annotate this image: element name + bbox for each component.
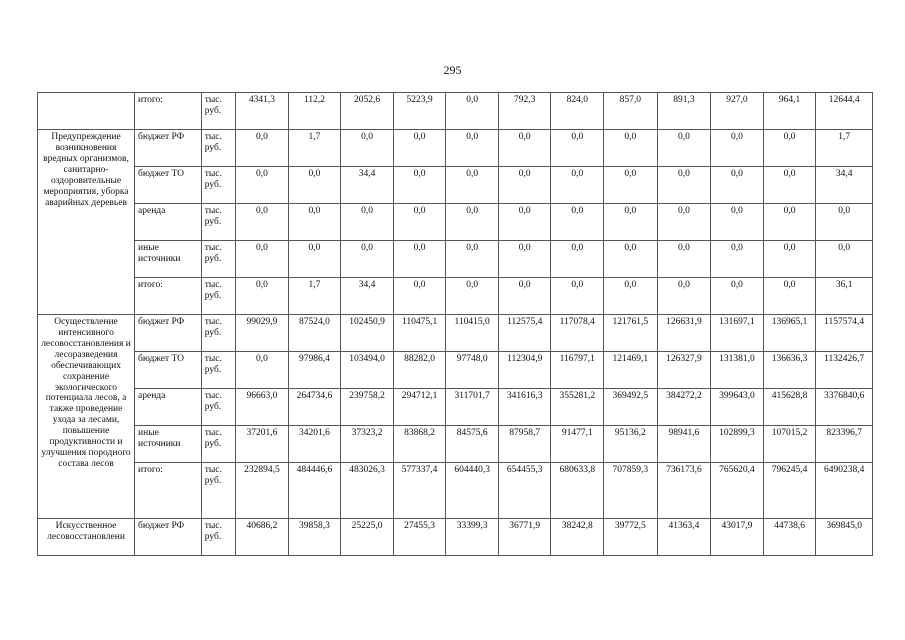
value-cell: 33399,3: [446, 519, 499, 556]
table-row: [38, 352, 873, 389]
value-cell: 34,4: [816, 167, 873, 204]
value-cell: 0,0: [816, 204, 873, 241]
value-cell: 0,0: [604, 278, 658, 315]
value-cell: 0,0: [498, 278, 551, 315]
page-number: 295: [443, 63, 462, 77]
funding-source-cell: иные источники: [135, 241, 202, 278]
value-cell: 311701,7: [446, 389, 499, 426]
value-cell: 0,0: [604, 167, 658, 204]
value-cell: 112304,9: [498, 352, 551, 389]
unit-cell: тыс. руб.: [201, 241, 235, 278]
value-cell: 95136,2: [604, 426, 658, 463]
value-cell: 87524,0: [288, 315, 341, 352]
value-cell: 27455,3: [393, 519, 446, 556]
value-cell: 126631,9: [657, 315, 711, 352]
value-cell: 0,0: [446, 130, 499, 167]
value-cell: 577337,4: [393, 463, 446, 519]
value-cell: 41363,4: [657, 519, 711, 556]
value-cell: 0,0: [288, 241, 341, 278]
value-cell: 116797,1: [551, 352, 604, 389]
value-cell: 0,0: [236, 130, 289, 167]
value-cell: 232894,5: [236, 463, 289, 519]
value-cell: 0,0: [341, 241, 394, 278]
funding-source-cell: итого:: [135, 278, 202, 315]
value-cell: 399643,0: [711, 389, 764, 426]
value-cell: 39858,3: [288, 519, 341, 556]
funding-source-cell: итого:: [135, 93, 202, 130]
value-cell: 0,0: [446, 93, 499, 130]
table-row: [38, 426, 873, 463]
value-cell: 0,0: [393, 278, 446, 315]
value-cell: 0,0: [288, 167, 341, 204]
value-cell: 0,0: [393, 130, 446, 167]
value-cell: 6490238,4: [816, 463, 873, 519]
funding-source-cell: бюджет РФ: [135, 315, 202, 352]
value-cell: 1,7: [288, 130, 341, 167]
value-cell: 483026,3: [341, 463, 394, 519]
value-cell: 1157574,4: [816, 315, 873, 352]
value-cell: 40686,2: [236, 519, 289, 556]
unit-cell: тыс. руб.: [201, 519, 235, 556]
value-cell: 98941,6: [657, 426, 711, 463]
table-row: [38, 463, 873, 519]
value-cell: 83868,2: [393, 426, 446, 463]
value-cell: 36771,9: [498, 519, 551, 556]
value-cell: 0,0: [393, 167, 446, 204]
value-cell: 87958,7: [498, 426, 551, 463]
value-cell: 0,0: [341, 130, 394, 167]
value-cell: 37323,2: [341, 426, 394, 463]
table-row: [38, 204, 873, 241]
funding-source-cell: бюджет ТО: [135, 167, 202, 204]
value-cell: 110415,0: [446, 315, 499, 352]
unit-cell: тыс. руб.: [201, 278, 235, 315]
value-cell: 792,3: [498, 93, 551, 130]
value-cell: 891,3: [657, 93, 711, 130]
value-cell: 2052,6: [341, 93, 394, 130]
unit-cell: тыс. руб.: [201, 93, 235, 130]
funding-source-cell: иные источники: [135, 426, 202, 463]
unit-cell: тыс. руб.: [201, 167, 235, 204]
table-row: [38, 241, 873, 278]
value-cell: 823396,7: [816, 426, 873, 463]
value-cell: 0,0: [763, 204, 816, 241]
unit-cell: тыс. руб.: [201, 352, 235, 389]
value-cell: 0,0: [498, 204, 551, 241]
value-cell: 857,0: [604, 93, 658, 130]
value-cell: 0,0: [498, 130, 551, 167]
value-cell: 117078,4: [551, 315, 604, 352]
value-cell: 0,0: [604, 130, 658, 167]
value-cell: 0,0: [763, 167, 816, 204]
value-cell: 0,0: [446, 278, 499, 315]
activity-cell: Осуществление интенсивного лесовосстановления и лесоразведения обеспечивающих сохранение экологического потенциала лесов, а также проведение ухода за лесами, повышение продуктивности и улучшения породного состава лесов: [38, 315, 135, 519]
value-cell: 0,0: [498, 241, 551, 278]
value-cell: 34201,6: [288, 426, 341, 463]
value-cell: 0,0: [236, 352, 289, 389]
value-cell: 126327,9: [657, 352, 711, 389]
value-cell: 369845,0: [816, 519, 873, 556]
value-cell: 107015,2: [763, 426, 816, 463]
value-cell: 0,0: [604, 241, 658, 278]
value-cell: 103494,0: [341, 352, 394, 389]
value-cell: 0,0: [711, 241, 764, 278]
value-cell: 0,0: [393, 241, 446, 278]
value-cell: 88282,0: [393, 352, 446, 389]
value-cell: 369492,5: [604, 389, 658, 426]
unit-cell: тыс. руб.: [201, 204, 235, 241]
value-cell: 0,0: [657, 167, 711, 204]
activity-cell: [38, 93, 135, 130]
value-cell: 796245,4: [763, 463, 816, 519]
unit-cell: тыс. руб.: [201, 315, 235, 352]
value-cell: 44738,6: [763, 519, 816, 556]
value-cell: 0,0: [393, 204, 446, 241]
value-cell: 415628,8: [763, 389, 816, 426]
value-cell: 136965,1: [763, 315, 816, 352]
table-row: [38, 93, 873, 130]
funding-source-cell: бюджет РФ: [135, 130, 202, 167]
value-cell: 0,0: [711, 204, 764, 241]
value-cell: 341616,3: [498, 389, 551, 426]
value-cell: 0,0: [657, 204, 711, 241]
value-cell: 0,0: [498, 167, 551, 204]
value-cell: 121761,5: [604, 315, 658, 352]
value-cell: 36,1: [816, 278, 873, 315]
value-cell: 0,0: [236, 278, 289, 315]
value-cell: 91477,1: [551, 426, 604, 463]
value-cell: 824,0: [551, 93, 604, 130]
value-cell: 384272,2: [657, 389, 711, 426]
unit-cell: тыс. руб.: [201, 463, 235, 519]
value-cell: 3376840,6: [816, 389, 873, 426]
value-cell: 99029,9: [236, 315, 289, 352]
value-cell: 102450,9: [341, 315, 394, 352]
value-cell: 0,0: [711, 130, 764, 167]
value-cell: 239758,2: [341, 389, 394, 426]
value-cell: 0,0: [341, 204, 394, 241]
value-cell: 0,0: [551, 204, 604, 241]
value-cell: 0,0: [551, 241, 604, 278]
activity-cell: Предупреждение возникновения вредных организмов, санитарно-оздоровительные мероприятия, уборка аварийных деревьев: [38, 130, 135, 315]
value-cell: 0,0: [446, 241, 499, 278]
value-cell: 34,4: [341, 167, 394, 204]
table-row: [38, 389, 873, 426]
value-cell: 0,0: [657, 241, 711, 278]
funding-source-cell: итого:: [135, 463, 202, 519]
value-cell: 112575,4: [498, 315, 551, 352]
value-cell: 84575,6: [446, 426, 499, 463]
value-cell: 0,0: [816, 241, 873, 278]
value-cell: 484446,6: [288, 463, 341, 519]
value-cell: 264734,6: [288, 389, 341, 426]
value-cell: 294712,1: [393, 389, 446, 426]
value-cell: 0,0: [657, 130, 711, 167]
value-cell: 680633,8: [551, 463, 604, 519]
value-cell: 39772,5: [604, 519, 658, 556]
value-cell: 43017,9: [711, 519, 764, 556]
value-cell: 964,1: [763, 93, 816, 130]
value-cell: 707859,3: [604, 463, 658, 519]
value-cell: 131381,0: [711, 352, 764, 389]
value-cell: 34,4: [341, 278, 394, 315]
value-cell: 0,0: [236, 204, 289, 241]
value-cell: 0,0: [551, 130, 604, 167]
table-row: [38, 519, 873, 556]
value-cell: 0,0: [763, 130, 816, 167]
value-cell: 1,7: [816, 130, 873, 167]
value-cell: 736173,6: [657, 463, 711, 519]
value-cell: 4341,3: [236, 93, 289, 130]
value-cell: 927,0: [711, 93, 764, 130]
activity-cell: Искусственное лесовосстановлени: [38, 519, 135, 556]
value-cell: 131697,1: [711, 315, 764, 352]
value-cell: 112,2: [288, 93, 341, 130]
funding-source-cell: бюджет ТО: [135, 352, 202, 389]
value-cell: 25225,0: [341, 519, 394, 556]
value-cell: 0,0: [236, 241, 289, 278]
value-cell: 96663,0: [236, 389, 289, 426]
table-row: [38, 315, 873, 352]
value-cell: 0,0: [551, 167, 604, 204]
value-cell: 12644,4: [816, 93, 873, 130]
table-body: [38, 93, 873, 556]
value-cell: 355281,2: [551, 389, 604, 426]
value-cell: 102899,3: [711, 426, 764, 463]
funding-source-cell: аренда: [135, 389, 202, 426]
value-cell: 765620,4: [711, 463, 764, 519]
value-cell: 1,7: [288, 278, 341, 315]
budget-table: [37, 92, 873, 556]
value-cell: 0,0: [711, 167, 764, 204]
unit-cell: тыс. руб.: [201, 389, 235, 426]
value-cell: 0,0: [446, 204, 499, 241]
value-cell: 654455,3: [498, 463, 551, 519]
value-cell: 0,0: [288, 204, 341, 241]
value-cell: 0,0: [763, 241, 816, 278]
value-cell: 0,0: [711, 278, 764, 315]
funding-source-cell: аренда: [135, 204, 202, 241]
value-cell: 97986,4: [288, 352, 341, 389]
unit-cell: тыс. руб.: [201, 426, 235, 463]
value-cell: 5223,9: [393, 93, 446, 130]
value-cell: 0,0: [551, 278, 604, 315]
value-cell: 136636,3: [763, 352, 816, 389]
value-cell: 0,0: [763, 278, 816, 315]
value-cell: 110475,1: [393, 315, 446, 352]
value-cell: 37201,6: [236, 426, 289, 463]
table-row: [38, 278, 873, 315]
value-cell: 0,0: [604, 204, 658, 241]
value-cell: 0,0: [446, 167, 499, 204]
value-cell: 38242,8: [551, 519, 604, 556]
value-cell: 0,0: [657, 278, 711, 315]
unit-cell: тыс. руб.: [201, 130, 235, 167]
table-row: [38, 167, 873, 204]
value-cell: 97748,0: [446, 352, 499, 389]
funding-source-cell: бюджет РФ: [135, 519, 202, 556]
table-row: [38, 130, 873, 167]
value-cell: 121469,1: [604, 352, 658, 389]
value-cell: 604440,3: [446, 463, 499, 519]
value-cell: 0,0: [236, 167, 289, 204]
value-cell: 1132426,7: [816, 352, 873, 389]
